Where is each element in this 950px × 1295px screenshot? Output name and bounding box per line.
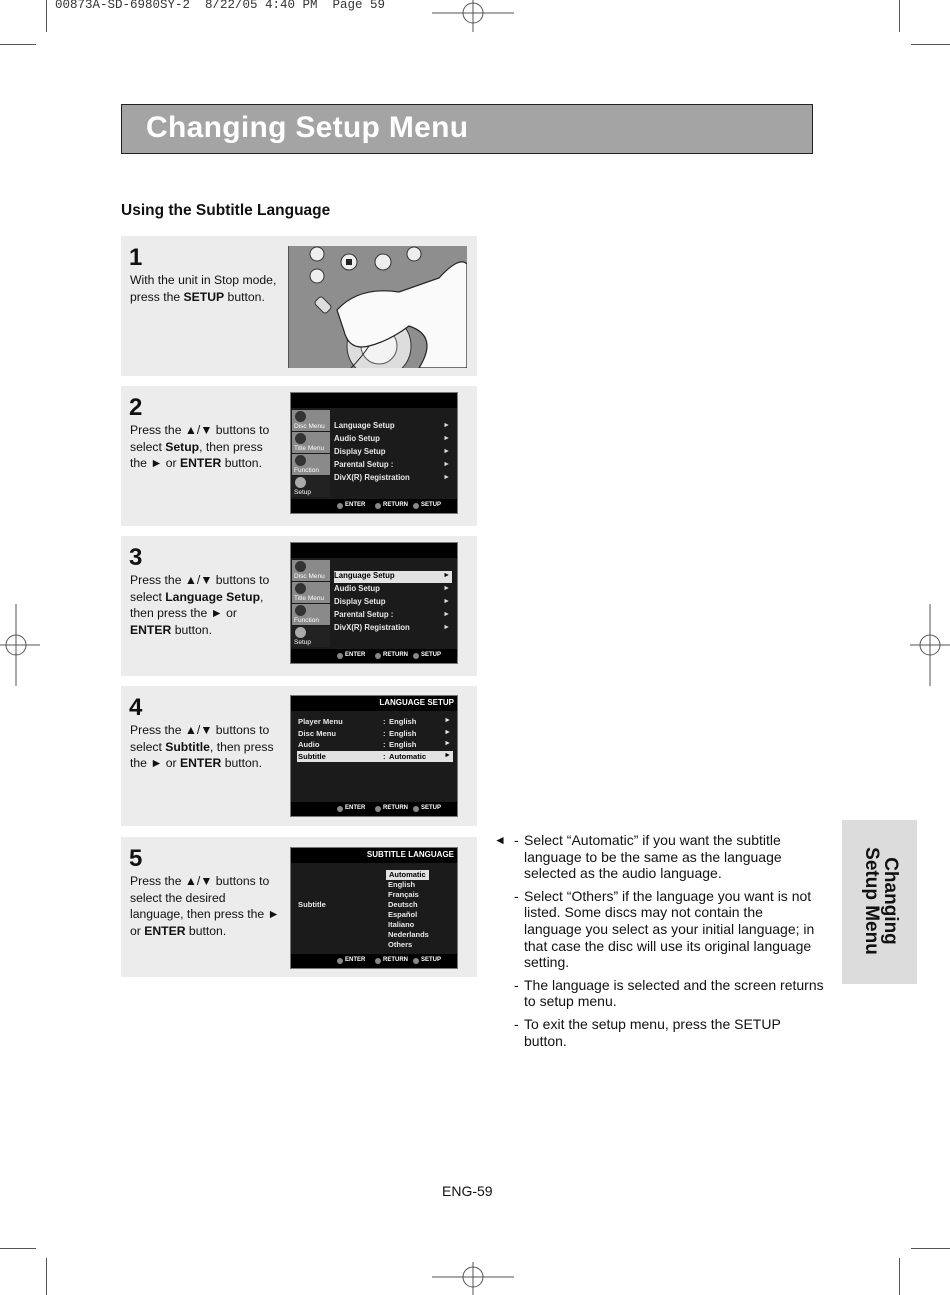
note-item: - Select “Others” if the language you want is not listed. Some discs may not contain the language you select as your initial language; in that case the disc will use its original language setting. (514, 887, 815, 971)
function-icon (295, 455, 306, 466)
title-icon (295, 583, 306, 594)
screen-header (291, 393, 457, 408)
side-item-setup: Setup (292, 626, 330, 647)
section-title: Using the Subtitle Language (121, 202, 331, 219)
screen-header (291, 543, 457, 558)
remote-control-illustration (288, 246, 467, 368)
screen-header: LANGUAGE SETUP (291, 696, 457, 711)
menu-item: Audio Setup ► (334, 434, 450, 443)
disc-icon (295, 561, 306, 572)
side-menu (292, 560, 330, 646)
screen-footer: ENTER RETURN SETUP (291, 954, 457, 968)
menu-item: Audio Setup ► (334, 584, 450, 593)
printer-header: 00873A-SD-6980SY-2 8/22/05 4:40 PM Page 59 (55, 0, 386, 12)
step-number: 1 (129, 244, 143, 271)
menu-item: Display Setup ► (334, 447, 450, 456)
language-option-selected: Automatic (386, 870, 429, 880)
menu-item: DivX(R) Registration ► (334, 473, 450, 482)
language-setup-screen (290, 695, 458, 817)
page-title: Changing Setup Menu (146, 111, 469, 144)
menu-item: Parental Setup : ► (334, 610, 450, 619)
registration-mark-top (432, 0, 514, 32)
page-number: ENG-59 (442, 1183, 493, 1199)
language-option: Deutsch (388, 900, 418, 909)
menu-item: Language Setup ► (334, 421, 450, 430)
step-4 (121, 686, 477, 826)
hand-pressing-button-icon (289, 246, 467, 368)
step-1 (121, 236, 477, 376)
note-item: - The language is selected and the screen returns to setup menu. (514, 976, 824, 1010)
step-text: Press the ▲/▼ buttons to select Setup, then press the ► or ENTER button. (130, 423, 270, 471)
language-option: Italiano (388, 920, 415, 929)
language-row: Disc Menu : English ► (298, 729, 451, 738)
note-item: ◄ - Select “Automatic” if you want the subtitle language to be the same as the language selected as the audio language. (494, 832, 782, 882)
side-item-disc-menu: Disc Menu (292, 410, 330, 431)
setup-menu-screen (290, 542, 458, 664)
step-3 (121, 536, 477, 676)
title-icon (295, 433, 306, 444)
disc-icon (295, 411, 306, 422)
language-option: Nederlands (388, 930, 429, 939)
side-item-title-menu: Title Menu (292, 582, 330, 603)
left-triangle-icon: ◄ (494, 833, 506, 847)
subtitle-language-screen (290, 847, 458, 969)
menu-item: DivX(R) Registration ► (334, 623, 450, 632)
language-option: Español (388, 910, 418, 919)
step-text: Press the ▲/▼ buttons to select Subtitle, then press the ► or ENTER button. (130, 723, 274, 771)
registration-mark-right (910, 604, 950, 686)
screen-footer: ENTER RETURN SETUP (291, 499, 457, 513)
page-title-bar (121, 104, 813, 154)
screen-header: SUBTITLE LANGUAGE (291, 848, 457, 863)
step-text: With the unit in Stop mode, press the SETUP button. (130, 273, 277, 304)
menu-item: Parental Setup : ► (334, 460, 450, 469)
subtitle-label: Subtitle (298, 900, 326, 909)
function-icon (295, 605, 306, 616)
step-number: 4 (129, 694, 143, 721)
step-text: Press the ▲/▼ buttons to select the desired language, then press the ► or ENTER button. (130, 874, 280, 938)
side-item-setup: Setup (292, 476, 330, 497)
language-row-selected: Subtitle : Automatic ► (298, 752, 451, 761)
menu-item-selected: Language Setup ► (334, 571, 452, 583)
language-row: Player Menu : English ► (298, 717, 451, 726)
setup-menu-screen (290, 392, 458, 514)
step-2 (121, 386, 477, 526)
screen-footer: ENTER RETURN SETUP (291, 802, 457, 816)
language-option: Others (388, 940, 413, 949)
registration-mark-bottom (432, 1262, 514, 1295)
language-row: Audio : English ► (298, 740, 451, 749)
step-number: 2 (129, 394, 143, 421)
step-number: 3 (129, 544, 143, 571)
screen-footer: ENTER RETURN SETUP (291, 649, 457, 663)
notes-list (494, 832, 824, 1055)
step-number: 5 (129, 845, 143, 872)
side-menu (292, 410, 330, 496)
step-text: Press the ▲/▼ buttons to select Language Setup, then press the ► or ENTER button. (130, 573, 270, 637)
gear-icon (295, 627, 306, 638)
registration-mark-left (0, 604, 40, 686)
note-item: - To exit the setup menu, press the SETUP button. (514, 1015, 781, 1049)
menu-item: Display Setup ► (334, 597, 450, 606)
side-item-title-menu: Title Menu (292, 432, 330, 453)
side-item-function: Function (292, 454, 330, 475)
side-item-disc-menu: Disc Menu (292, 560, 330, 581)
language-option: English (388, 880, 416, 889)
step-5 (121, 837, 477, 977)
section-side-tab: Changing Setup Menu (842, 820, 917, 984)
side-item-function: Function (292, 604, 330, 625)
gear-icon (295, 477, 306, 488)
language-option: Français (388, 890, 419, 899)
